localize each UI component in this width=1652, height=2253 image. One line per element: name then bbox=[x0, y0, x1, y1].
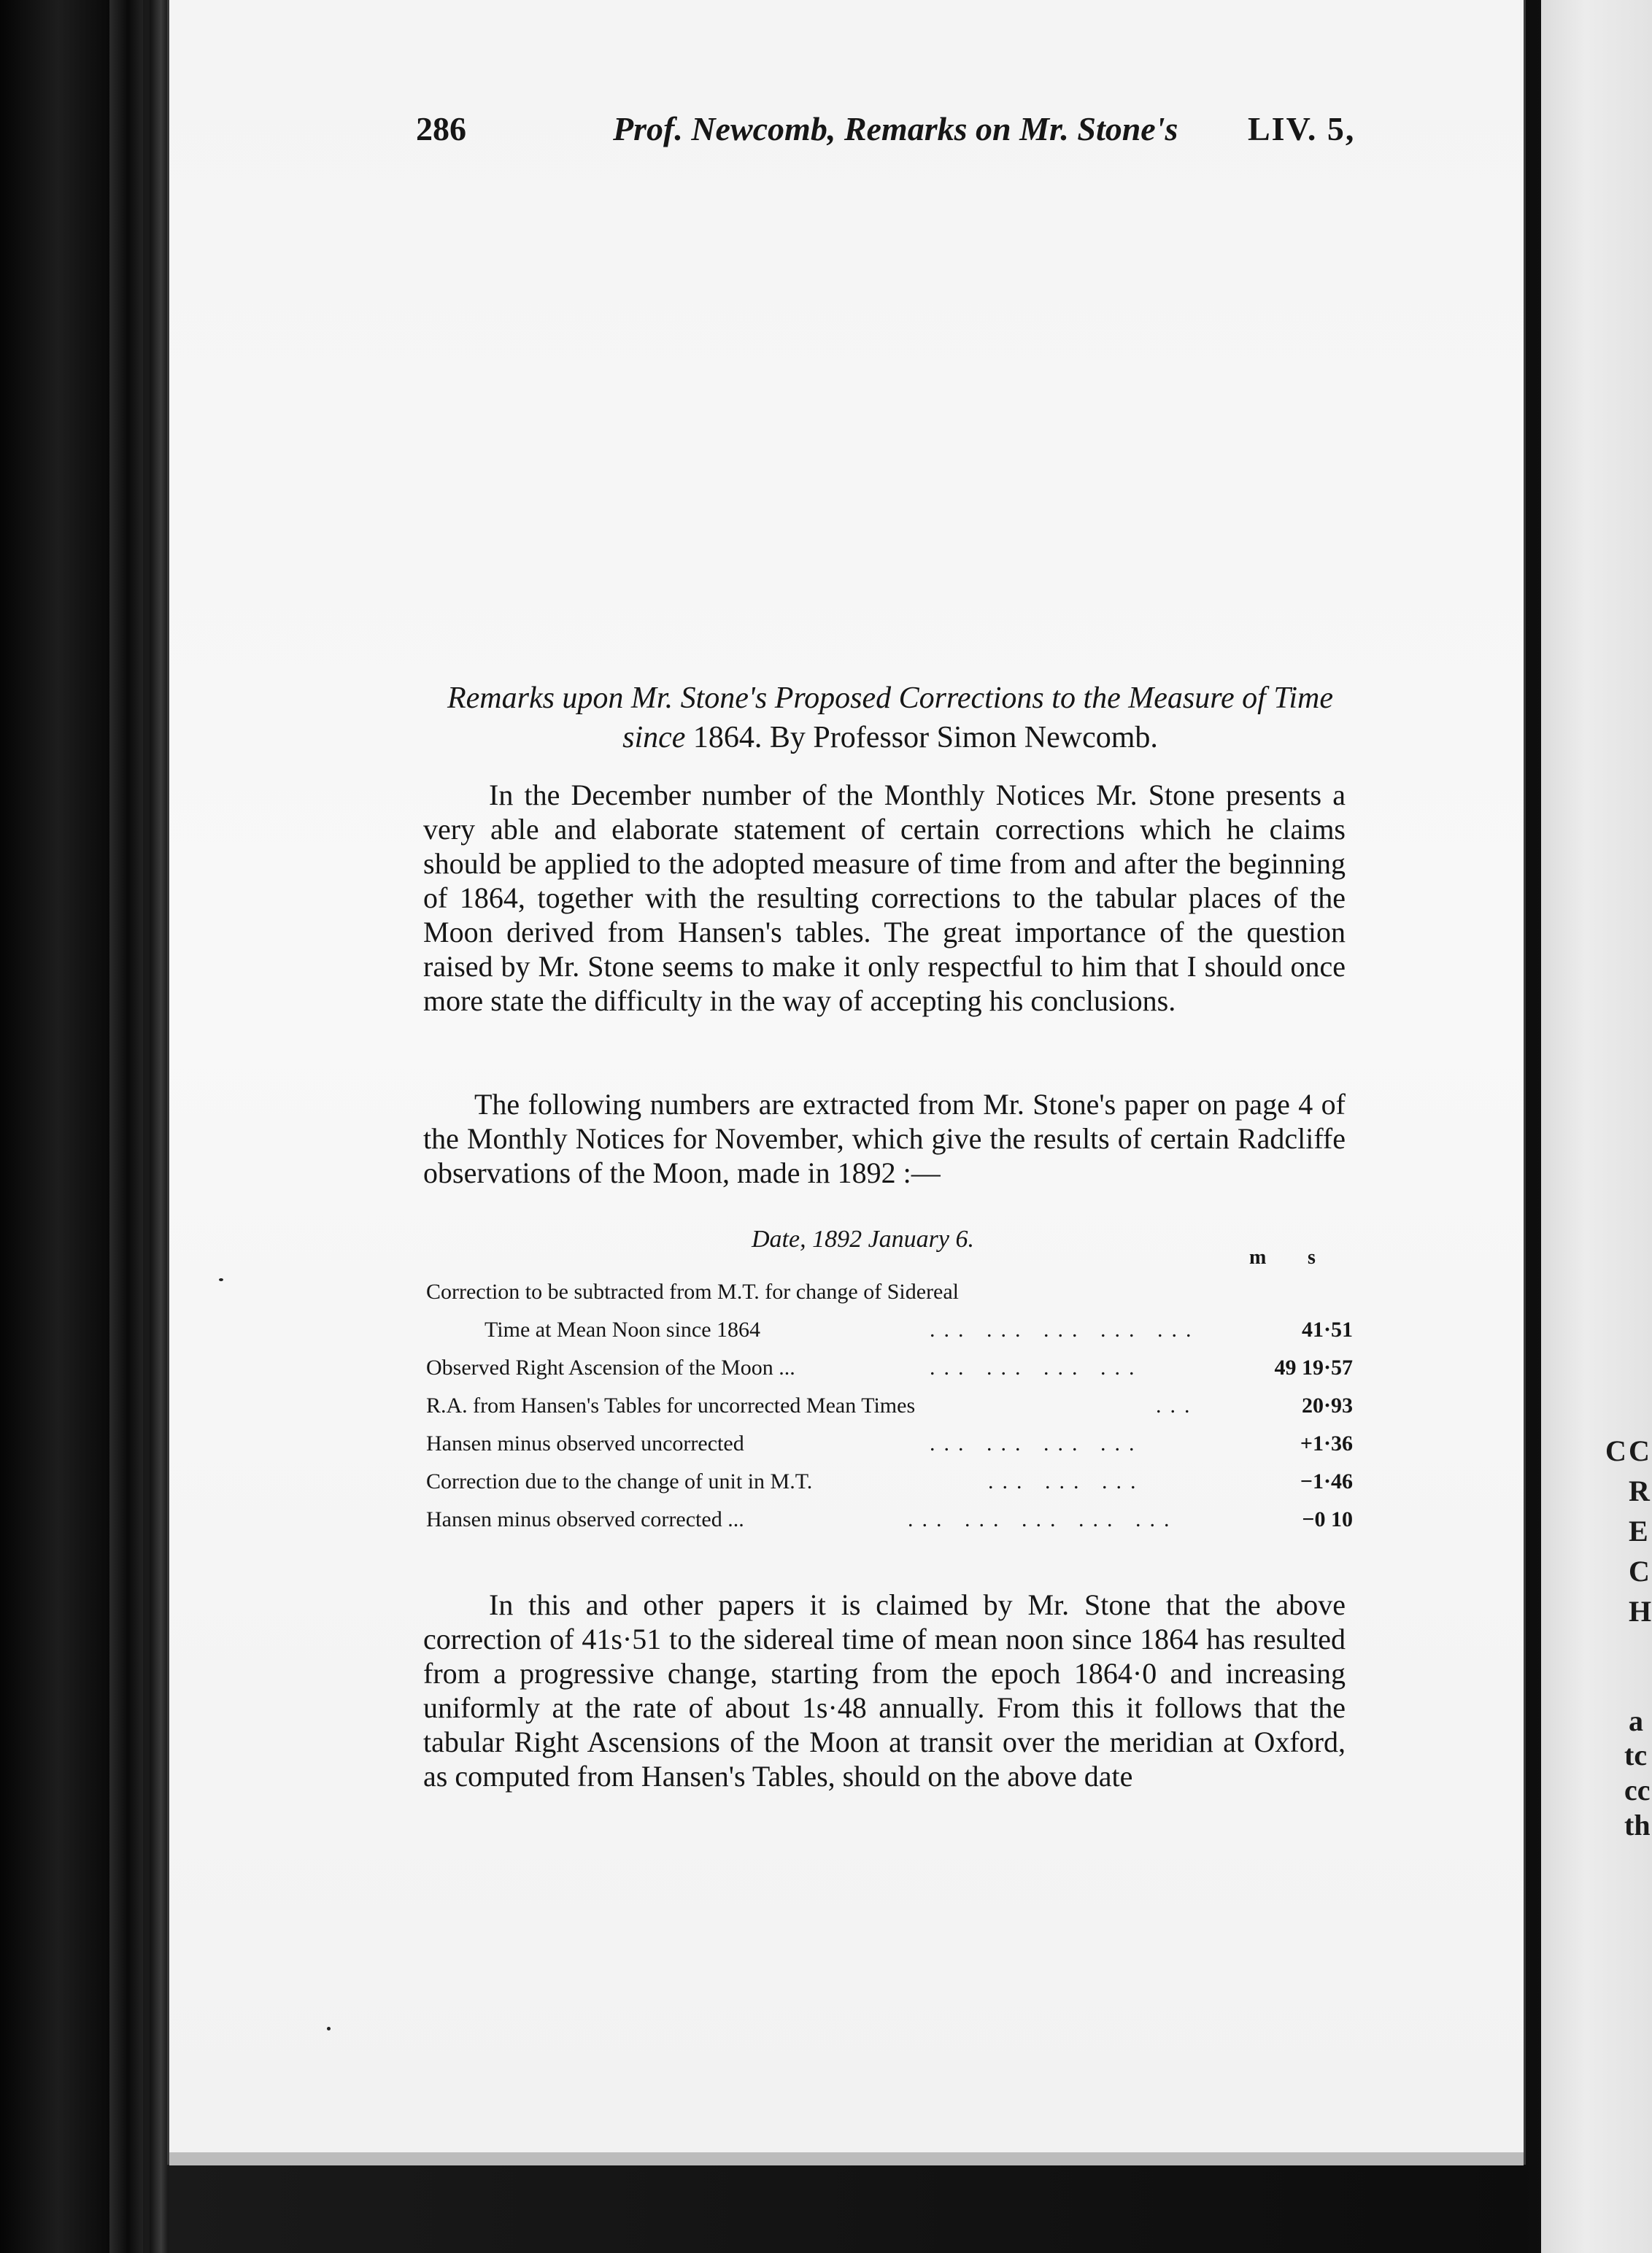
next-page-fragment: C bbox=[1629, 1434, 1650, 1467]
book-binding bbox=[150, 0, 169, 2253]
table-row bbox=[426, 1311, 1353, 1349]
next-page-fragment: C bbox=[1629, 1555, 1650, 1588]
article-byline: By Professor Simon Newcomb. bbox=[769, 721, 1158, 754]
row-label: Hansen minus observed uncorrected bbox=[426, 1431, 744, 1456]
table-row bbox=[426, 1501, 1353, 1539]
page-number: 286 bbox=[416, 110, 466, 147]
row-leader: ... ... ... ... ... bbox=[930, 1318, 1200, 1342]
next-page-fragment: E bbox=[1629, 1515, 1648, 1547]
table-row bbox=[426, 1273, 1353, 1311]
paragraph: In this and other papers it is claimed by Mr. Stone that the above correction of 41s·51 to the sidereal time of mean noon since 1864 has resulted from a progressive change, starting from the epoch 1864·0 and increasing uniformly at the rate of about 1s·48 annually. From this it follows that the tabular Right Ascensions of the Moon at transit over the meridian at Oxford, as computed from Hansen's Tables, should on the above date bbox=[423, 1588, 1346, 1793]
row-value: 20·93 bbox=[1301, 1394, 1353, 1418]
row-value: 49 19·57 bbox=[1274, 1356, 1353, 1380]
page-bottom-edge bbox=[169, 2152, 1524, 2165]
table-row bbox=[426, 1349, 1353, 1387]
row-value: +1·36 bbox=[1300, 1431, 1353, 1456]
row-leader: ... ... ... ... bbox=[930, 1356, 1143, 1380]
next-page-fragment: tc bbox=[1624, 1739, 1648, 1771]
scan-speck bbox=[327, 2027, 331, 2030]
row-label: Observed Right Ascension of the Moon ... bbox=[426, 1356, 795, 1380]
row-label: Hansen minus observed corrected ... bbox=[426, 1507, 744, 1531]
table-row bbox=[426, 1387, 1353, 1425]
row-leader: ... bbox=[1156, 1394, 1199, 1418]
row-value: −0 10 bbox=[1302, 1507, 1353, 1531]
scan-speck bbox=[219, 1278, 223, 1281]
running-title: Prof. Newcomb, Remarks on Mr. Stone's bbox=[613, 110, 1178, 147]
table-row bbox=[426, 1425, 1353, 1463]
row-label: Time at Mean Noon since 1864 bbox=[485, 1318, 761, 1342]
table-row bbox=[426, 1463, 1353, 1501]
row-leader: ... ... ... ... bbox=[930, 1431, 1143, 1456]
table-unit-seconds: s bbox=[1308, 1246, 1316, 1269]
article-title-text: Remarks upon Mr. Stone's Proposed Corrections to the Measure of Time since bbox=[447, 681, 1334, 754]
row-label: Correction to be subtracted from M.T. for change of Sidereal bbox=[426, 1280, 960, 1304]
adjacent-page bbox=[1541, 0, 1652, 2253]
book-cover-edge bbox=[109, 0, 143, 2253]
next-page-fragment: a bbox=[1629, 1704, 1643, 1737]
table-unit-minutes: m bbox=[1249, 1246, 1267, 1269]
row-label: R.A. from Hansen's Tables for uncorrected Mean Times bbox=[426, 1394, 916, 1418]
row-leader: ... ... ... bbox=[988, 1469, 1145, 1493]
next-page-fragment: cc bbox=[1624, 1774, 1651, 1806]
paragraph: The following numbers are extracted from Mr. Stone's paper on page 4 of the Monthly Notices for November, which give the results of certain Radcliffe observations of the Moon, made in 1892 :— bbox=[423, 1088, 1346, 1189]
next-page-fragment: th bbox=[1624, 1809, 1651, 1842]
row-leader: ... ... ... ... ... bbox=[908, 1507, 1178, 1531]
row-value: −1·46 bbox=[1300, 1469, 1353, 1493]
row-value: 41·51 bbox=[1301, 1318, 1353, 1342]
next-page-fragment: R bbox=[1629, 1475, 1650, 1507]
volume-label: LIV. 5, bbox=[1248, 110, 1356, 147]
next-page-fragment: C bbox=[1605, 1434, 1626, 1467]
data-table bbox=[426, 1273, 1353, 1539]
next-page-fragment: H bbox=[1629, 1595, 1652, 1628]
article-title bbox=[416, 679, 1365, 757]
row-label: Correction due to the change of unit in M.T. bbox=[426, 1469, 813, 1493]
article-title-year: 1864. bbox=[692, 721, 763, 754]
paragraph: In the December number of the Monthly Notices Mr. Stone presents a very able and elaborate statement of certain corrections which he claims should be applied to the adopted measure of time from and after the beginning of 1864, together with the resulting corrections to the tabular places of the Moon derived from Hansen's tables. The great importance of the question raised by Mr. Stone seems to make it only respectful to him that I should once more state the difficulty in the way of accepting his conclusions. bbox=[423, 778, 1346, 1017]
table-caption: Date, 1892 January 6. bbox=[752, 1226, 975, 1253]
document-page bbox=[169, 0, 1524, 2163]
